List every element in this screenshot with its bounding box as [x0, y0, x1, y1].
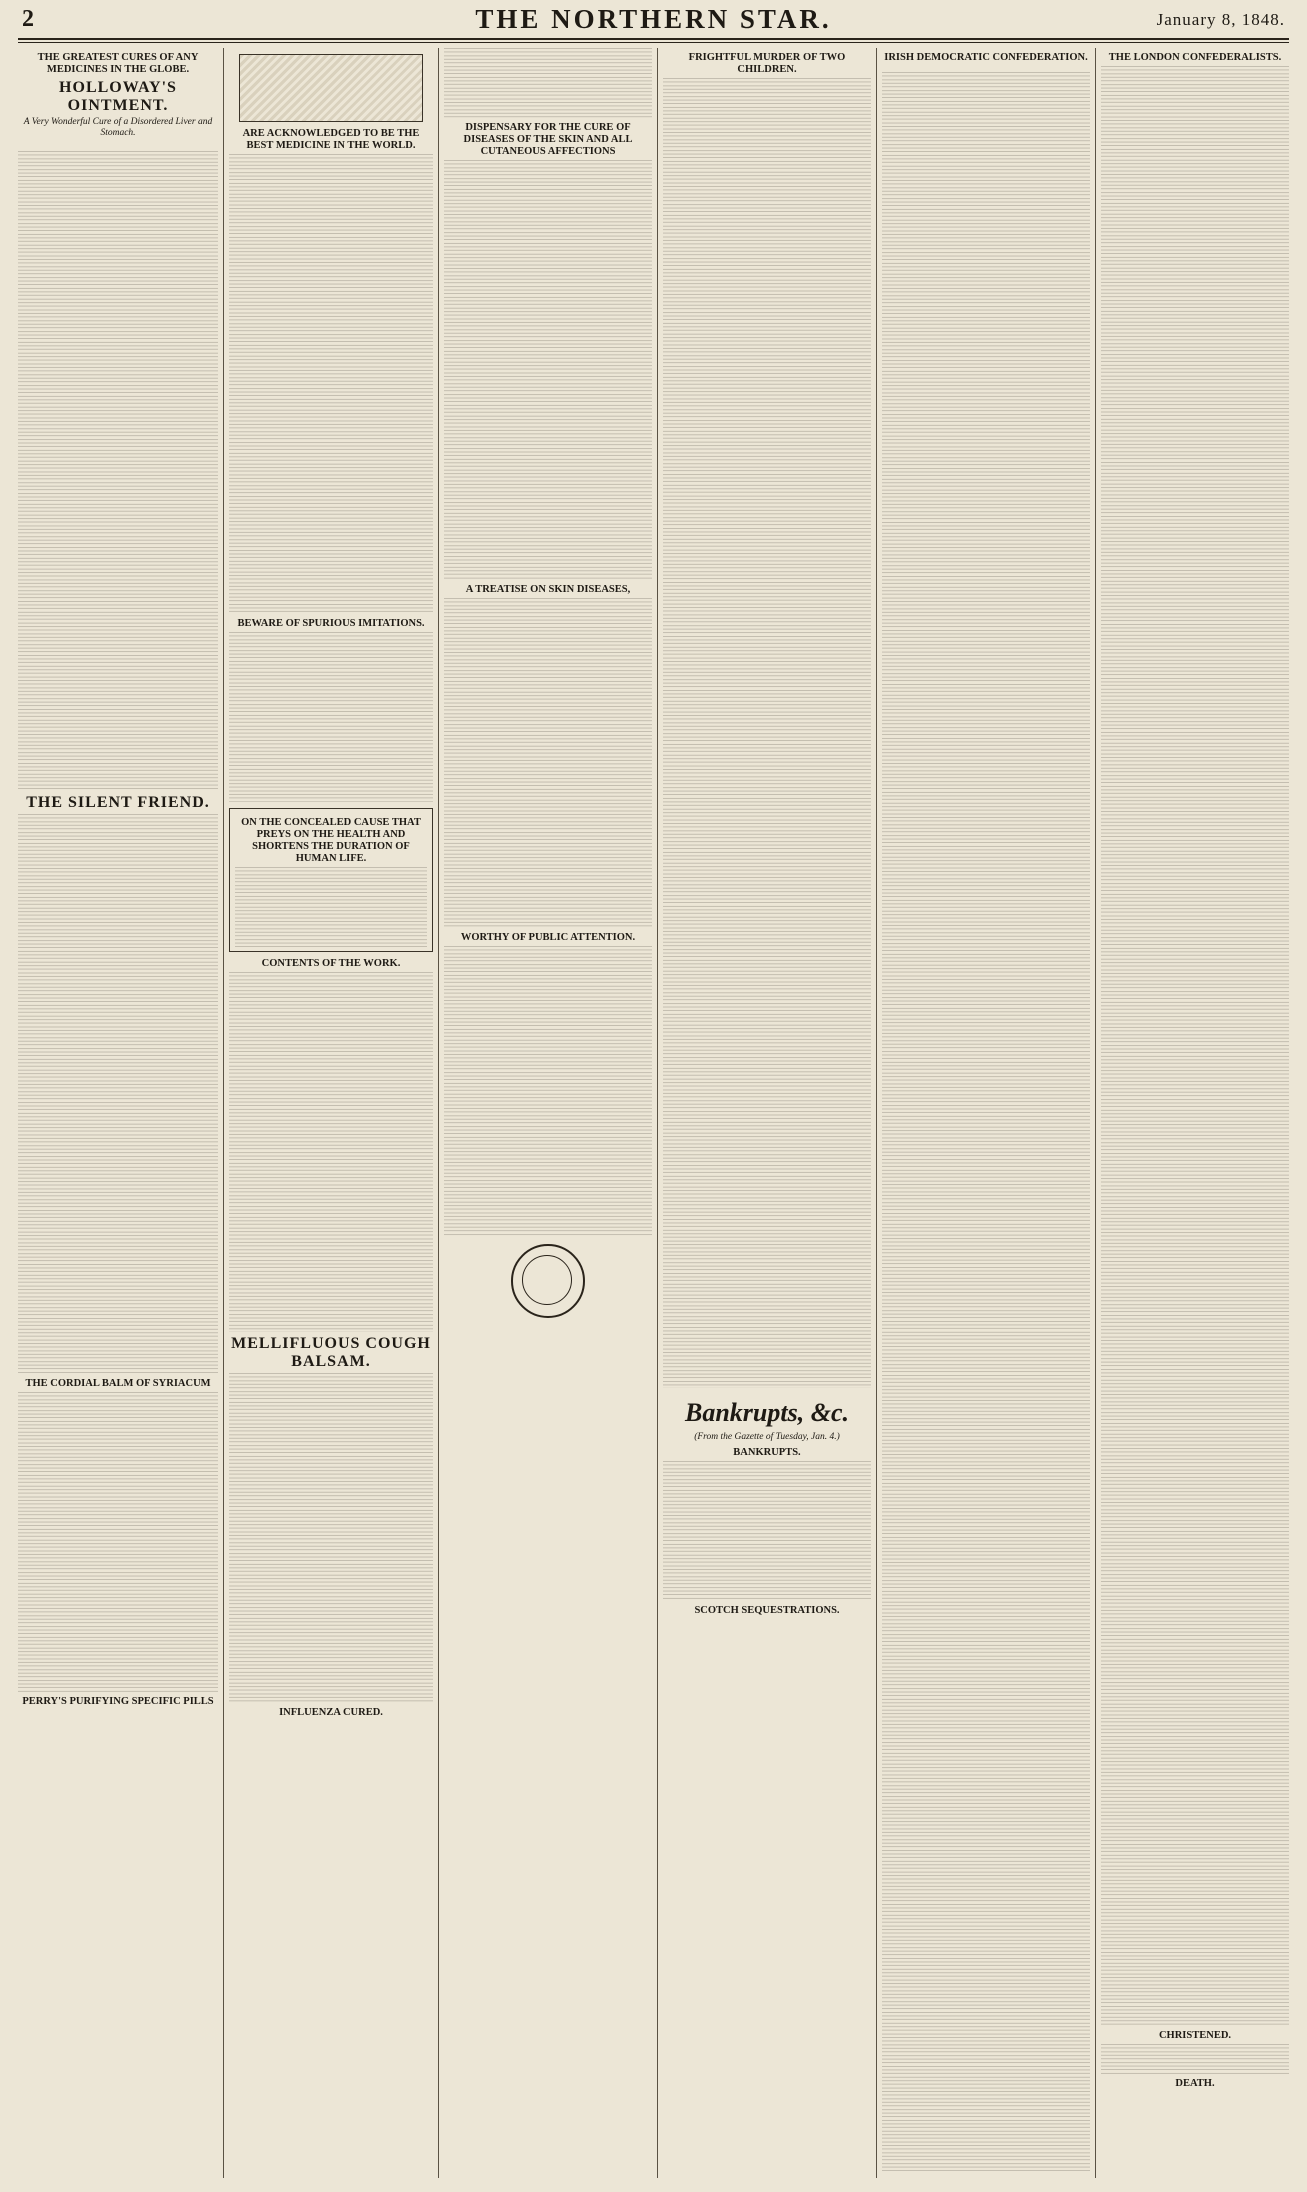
section-heading: SCOTCH SEQUESTRATIONS. [694, 1604, 840, 1616]
medicine-stamp-seal [511, 1244, 585, 1318]
article-heading: FRIGHTFUL MURDER OF TWO CHILDREN. [688, 52, 846, 75]
body-text-area [663, 1461, 871, 1601]
body-text-area [663, 78, 871, 1388]
notice-heading: CHRISTENED. [1158, 2030, 1232, 2041]
article-heading: IRISH DEMOCRATIC CONFEDERATION. [884, 52, 1088, 63]
section-heading: BANKRUPTS. [733, 1446, 801, 1458]
body-text-area [444, 946, 652, 1236]
advert-box [229, 808, 433, 952]
notice-heading: DEATH. [1175, 2078, 1215, 2089]
body-text-area [18, 814, 218, 1374]
masthead [18, 4, 1289, 38]
body-text-area [882, 72, 1090, 2172]
article-heading: THE LONDON CONFEDERALISTS. [1108, 52, 1282, 63]
body-text-area [444, 48, 652, 118]
advert-subheading: A Very Wonderful Cure of a Disordered Liver and Stomach. [23, 117, 213, 138]
body-text-area [18, 1392, 218, 1692]
body-text-area [1101, 2044, 1289, 2074]
body-text-area [229, 632, 433, 802]
column-4 [663, 48, 871, 2178]
page-number: 2 [22, 6, 34, 32]
body-text-area [444, 160, 652, 580]
advert-heading: CONTENTS OF THE WORK. [261, 958, 401, 969]
body-text-area [229, 972, 433, 1332]
body-text-area [444, 598, 652, 928]
advert-heading: THE SILENT FRIEND. [26, 794, 210, 812]
newspaper-title: THE NORTHERN STAR. [475, 4, 832, 34]
masthead-rule [18, 38, 1289, 40]
body-text-block [18, 142, 218, 152]
advert-heading: A TREATISE ON SKIN DISEASES, [465, 584, 631, 595]
advert-heading: PERRY'S PURIFYING SPECIFIC PILLS [22, 1696, 214, 1708]
column-6 [1101, 48, 1289, 2178]
column-divider [876, 48, 877, 2178]
column-3 [444, 48, 652, 2178]
advert-heading: THE CORDIAL BALM OF SYRIACUM [25, 1378, 211, 1390]
masthead-rule-thin [18, 42, 1289, 43]
body-text-area [235, 867, 427, 947]
advert-heading: DISPENSARY FOR THE CURE OF DISEASES OF THE SKIN AND ALL CUTANEOUS AFFECTIONS [463, 122, 633, 157]
article-heading: THE GREATEST CURES OF ANY MEDICINES IN THE GLOBE. [37, 52, 199, 75]
advert-heading: MELLIFLUOUS COUGH BALSAM. [231, 1335, 431, 1370]
column-divider [223, 48, 224, 2178]
advert-heading: HOLLOWAY'S OINTMENT. [59, 79, 177, 114]
body-text-area [1101, 66, 1289, 2026]
advert-heading: ARE ACKNOWLEDGED TO BE THE BEST MEDICINE IN THE WORLD. [242, 128, 420, 151]
advert-heading: BEWARE OF SPURIOUS IMITATIONS. [237, 618, 425, 629]
column-1 [18, 48, 218, 2178]
section-subheading: (From the Gazette of Tuesday, Jan. 4.) [694, 1432, 840, 1442]
section-heading: Bankrupts, &c. [685, 1398, 849, 1427]
column-divider [1095, 48, 1096, 2178]
advert-heading: INFLUENZA CURED. [279, 1707, 383, 1718]
body-text-area [229, 154, 433, 614]
column-2 [229, 48, 433, 2178]
advert-engraving [239, 54, 423, 122]
advert-heading: ON THE CONCEALED CAUSE THAT PREYS ON THE HEALTH AND SHORTENS THE DURATION OF HUMAN LIFE. [241, 817, 421, 864]
body-text-area [18, 151, 218, 791]
issue-date: January 8, 1848. [1156, 10, 1285, 29]
body-text-area [229, 1373, 433, 1703]
advert-heading: WORTHY OF PUBLIC ATTENTION. [460, 932, 636, 943]
column-divider [657, 48, 658, 2178]
column-divider [438, 48, 439, 2178]
